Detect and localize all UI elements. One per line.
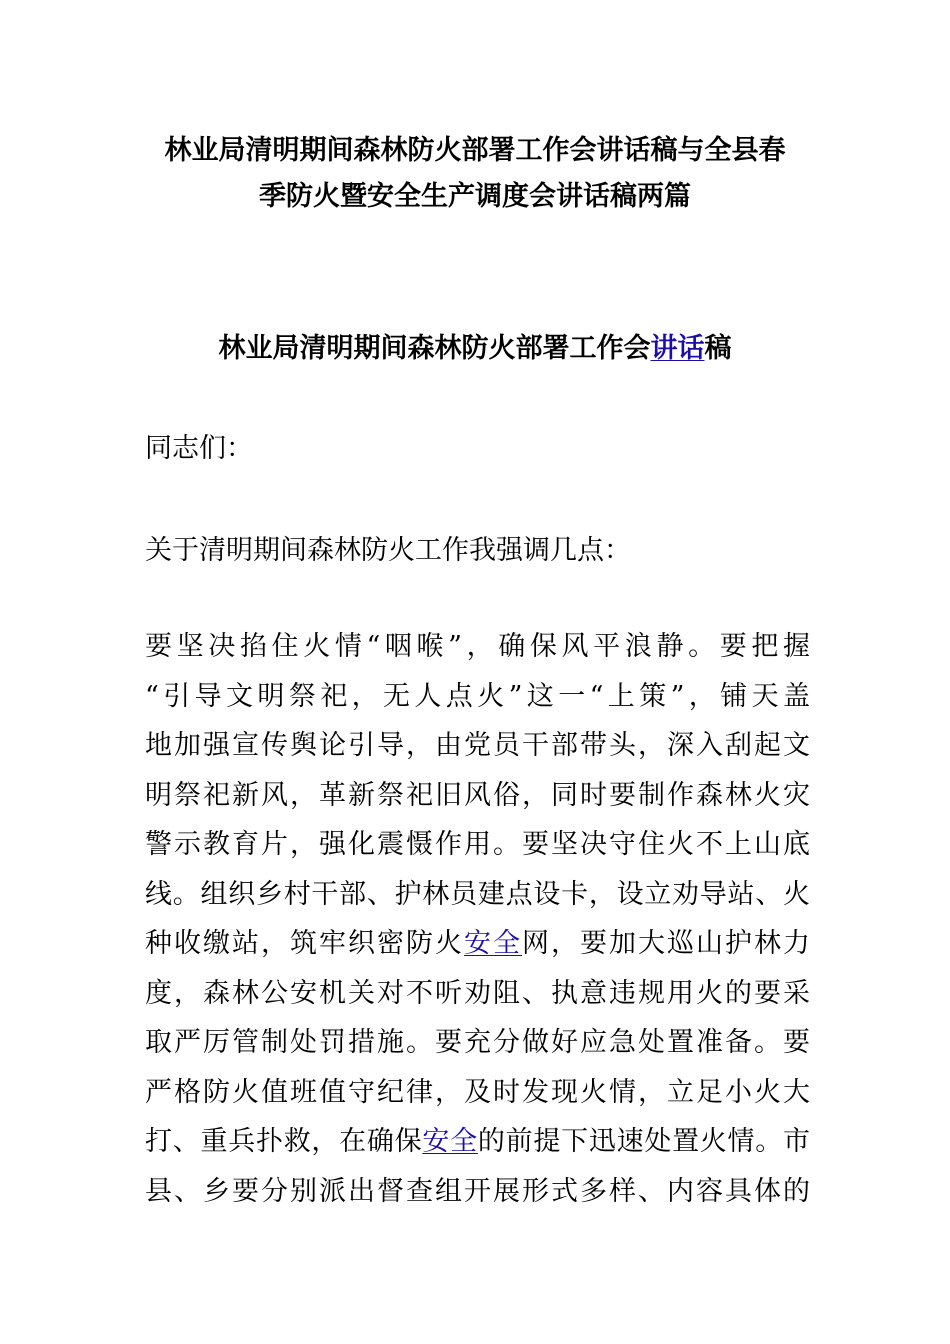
body-line: “引导文明祭祀，无人点火”这一“上策”，铺天盖 <box>145 680 810 712</box>
body-line: 取严厉管制处罚措施。要充分做好应急处置准备。要 <box>145 1027 810 1058</box>
body-line: 明祭祀新风，革新祭祀旧风俗，同时要制作森林火灾 <box>145 779 810 811</box>
body-line <box>145 919 810 969</box>
body-line: 县、乡要分别派出督查组开展形式多样、内容具体的 <box>145 1175 810 1207</box>
body-line: 度，森林公安机关对不听劝阻、执意违规用火的要采 <box>145 977 810 1009</box>
body-line <box>145 1117 810 1167</box>
safety-link[interactable]: 安全 <box>464 928 522 959</box>
salutation-text: 同志们： <box>145 433 253 464</box>
document-title-line-2: 季防火暨安全生产调度会讲话稿两篇 <box>259 181 691 212</box>
intro-paragraph <box>145 526 810 576</box>
section-title-text: 林业局清明期间森林防火部署工作会 <box>218 333 651 364</box>
intro-text: 关于清明期间森林防火工作我强调几点： <box>145 535 631 566</box>
speech-link[interactable]: 讲话 <box>650 333 705 364</box>
salutation <box>145 424 810 474</box>
body-line: 严格防火值班值守纪律，及时发现火情，立足小火大 <box>145 1076 810 1108</box>
body-line: 线。组织乡村干部、护林员建点设卡，设立劝导站、火 <box>145 878 810 910</box>
body-line: 警示教育片，强化震慑作用。要坚决守住火不上山底 <box>145 829 810 860</box>
body-line-text: 打、重兵扑救，在确保 <box>145 1126 423 1157</box>
safety-link[interactable]: 安全 <box>422 1126 478 1157</box>
body-line-text: 的前提下迅速处置火情。市 <box>477 1126 811 1157</box>
body-line-text: 网，要加大巡山护林力 <box>522 928 810 959</box>
body-line: 地加强宣传舆论引导，由党员干部带头，深入刮起文 <box>145 730 810 761</box>
body-line: 要坚决掐住火情“咽喉”，确保风平浪静。要把握 <box>145 631 810 662</box>
document-title-line-1: 林业局清明期间森林防火部署工作会讲话稿与全县春 <box>164 135 786 166</box>
section-title <box>140 326 810 372</box>
body-paragraph <box>145 622 810 1216</box>
section-title-suffix: 稿 <box>704 333 732 364</box>
body-line-text: 种收缴站，筑牢织密防火 <box>145 928 464 959</box>
